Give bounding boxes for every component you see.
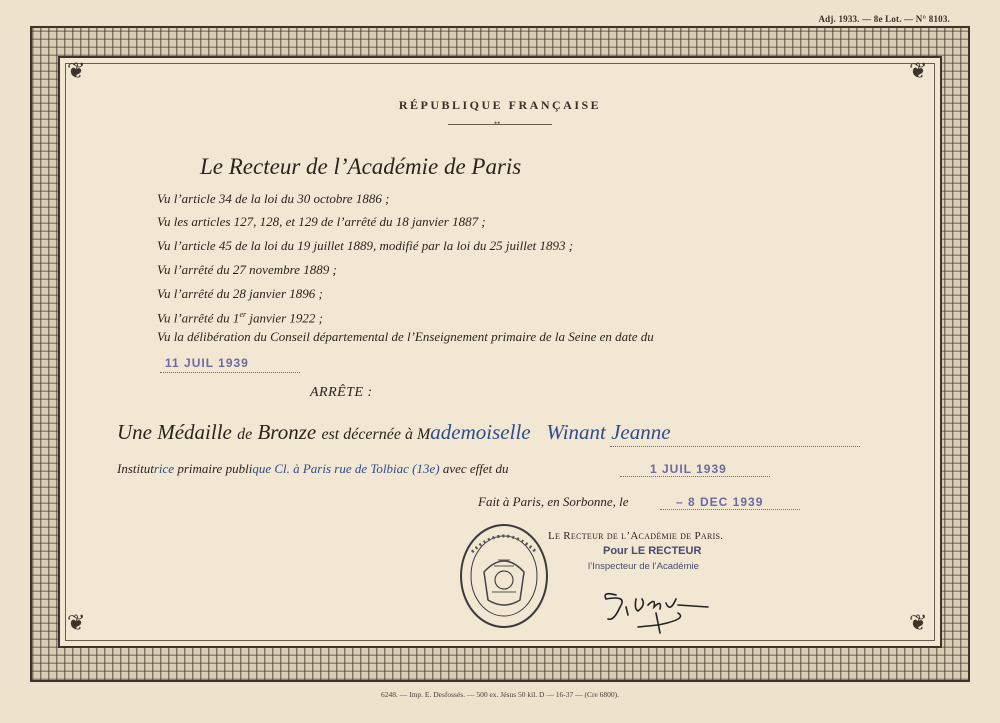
considerant-text: Vu l’arrêté du 1: [157, 310, 240, 326]
date-stamp-effet: 1 JUIL 1939: [650, 462, 727, 476]
fait-line: Fait à Paris, en Sorbonne, le: [478, 494, 629, 509]
fill-line: [160, 372, 300, 373]
recteur-title: Le Recteur de l’Académie de Paris: [200, 154, 522, 179]
considerant-line: Vu la délibération du Conseil départemental de l’Enseignement primaire de la Seine en date du: [157, 329, 654, 344]
superscript: er: [239, 310, 247, 319]
fill-line: [610, 446, 860, 447]
heading-ornament-icon: ••: [494, 118, 501, 128]
document-reference: Adj. 1933. — 8e Lot. — N° 8103.: [818, 14, 950, 24]
considerant-line: Vu l’article 45 de la loi du 19 juillet 1889, modifié par la loi du 25 juillet 1893 ;: [157, 238, 574, 253]
printer-footer: 6248. — Imp. E. Desfossés. — 500 ex. Jésus 50 kil. D — 16-37 — (Cre 6800).: [380, 690, 620, 699]
corner-ornament-top-left-icon: ❦: [67, 58, 86, 83]
recipient-title: ademoiselle: [430, 420, 531, 444]
date-stamp-fait: – 8 DEC 1939: [676, 495, 764, 509]
effet-text: avec effet du: [442, 461, 509, 476]
academy-seal-icon: [458, 522, 550, 630]
fill-line: [660, 509, 800, 510]
date-stamp-deliberation: 11 JUIL 1939: [165, 356, 249, 370]
considerant-text: janvier 1922 ;: [246, 310, 324, 326]
considerant-line: Vu l’arrêté du 27 novembre 1889 ;: [157, 262, 337, 277]
considerant-line: [157, 310, 323, 326]
pour-le-recteur-stamp: Pour LE RECTEUR: [603, 545, 702, 557]
considerant-line: Vu les articles 127, 128, et 129 de l’arrêté du 18 janvier 1887 ;: [157, 214, 486, 229]
considerant-line: Vu l’article 34 de la loi du 30 octobre 1886 ;: [157, 191, 390, 206]
medal-text: est décernée à M: [321, 426, 431, 443]
instit-text: Institut: [117, 461, 154, 476]
instit-text: primaire publi: [174, 461, 253, 476]
fill-line: [620, 476, 770, 477]
signatory-title: Le Recteur de l’Académie de Paris.: [548, 530, 724, 542]
medal-text: Une Médaille: [117, 420, 238, 444]
considerant-line: Vu l’arrêté du 28 janvier 1896 ;: [157, 286, 323, 301]
corner-ornament-top-right-icon: ❦: [909, 58, 928, 83]
handwritten-signature: [598, 585, 728, 637]
corner-ornament-bottom-left-icon: ❦: [67, 610, 86, 635]
instit-handwritten: rice: [153, 461, 175, 476]
recipient-name: Winant Jeanne: [546, 420, 671, 444]
medal-text: de: [237, 426, 253, 443]
republic-heading: RÉPUBLIQUE FRANÇAISE: [398, 98, 602, 112]
arrete-heading: ARRÊTE :: [310, 385, 373, 400]
corner-ornament-bottom-right-icon: ❦: [909, 610, 928, 635]
medal-award-line: [117, 420, 671, 445]
medal-text: Bronze: [252, 420, 322, 444]
institution-line: [117, 461, 509, 477]
inspecteur-stamp: l’Inspecteur de l’Académie: [588, 561, 699, 572]
school-handwritten: que Cl. à Paris rue de Tolbiac (13e): [252, 461, 440, 476]
